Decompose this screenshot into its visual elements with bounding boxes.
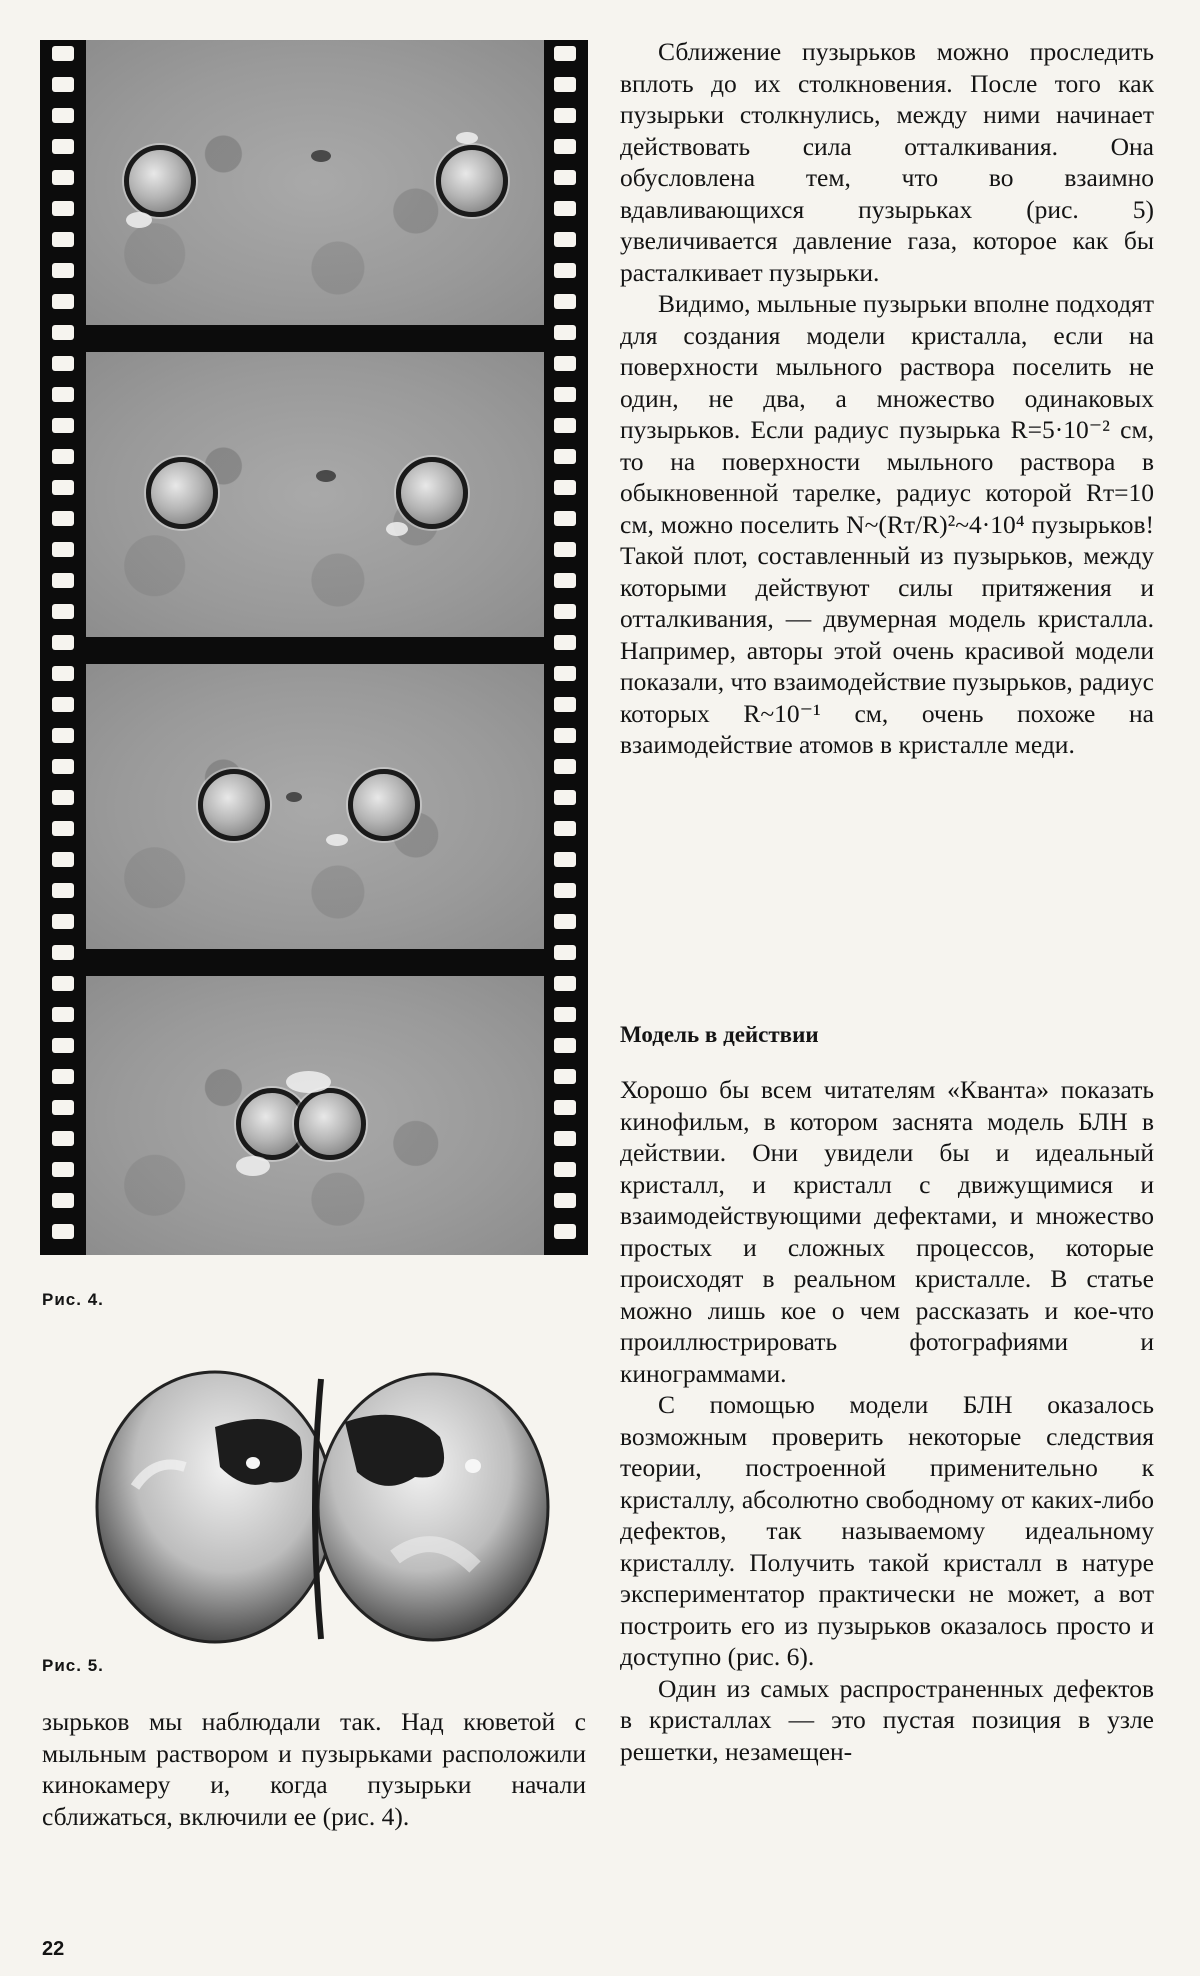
film-perforation (554, 418, 576, 433)
paragraph-2: Видимо, мыльные пузырьки вполне подходят для создания модели кристалла, если на поверхности мыльного раствора поселить не один, не два, а множество одинаковых пузырьков. Если радиус пузырька R=5·10⁻² см, то на поверхности мыльного раствора в обыкновенной тарелке, радиус которой Rт=10 см, можно поселить N~(Rт/R)²~4·10⁴ пузырьков! Такой плот, составленный из пузырьков, между которыми действуют силы притяжения и отталкивания, — двумерная модель кристалла. Например, авторы этой очень красивой модели показали, что взаимодействие пузырьков, радиус которых R~10⁻¹ см, очень похоже на взаимодействие атомов в кристалле меди. (620, 289, 1154, 759)
film-perforation (554, 449, 576, 464)
film-perforation (52, 883, 74, 898)
film-perforation (52, 914, 74, 929)
film-perforation (554, 1100, 576, 1115)
film-perforation (554, 976, 576, 991)
film-perforation (554, 77, 576, 92)
film-perforation (554, 821, 576, 836)
film-perforation (52, 728, 74, 743)
film-perforation (52, 759, 74, 774)
film-perforation (554, 1193, 576, 1208)
film-perforation (554, 945, 576, 960)
bubble-left (146, 457, 218, 529)
figure-5-bubbles (95, 1367, 550, 1647)
film-perforation (554, 697, 576, 712)
bubble-left (198, 769, 270, 841)
film-perforation (52, 1038, 74, 1053)
bubble-left (124, 145, 196, 217)
figure-4-filmstrip (40, 40, 588, 1255)
film-perforation (52, 604, 74, 619)
film-perforation (52, 945, 74, 960)
film-perforation (52, 1162, 74, 1177)
bubble-right (348, 769, 420, 841)
section-heading: Модель в действии (620, 1022, 819, 1047)
bubble-right (396, 457, 468, 529)
left-column-text (42, 1706, 586, 1832)
film-perforation (52, 108, 74, 123)
film-perforation (52, 418, 74, 433)
film-perforation (554, 387, 576, 402)
film-frame-3 (86, 664, 544, 949)
film-frame-1 (86, 40, 544, 325)
film-perforation (554, 542, 576, 557)
film-perforation (554, 914, 576, 929)
paragraph-3: Хорошо бы всем читателям «Кванта» показать кинофильм, в котором заснята модель БЛН в действии. Они увидели бы и идеальный кристалл, и кристалл с движущимися и взаимодействующими дефектами, и множество простых и сложных процессов, которые происходят в реальном кристалле. В статье можно лишь кое о чем рассказать и кое-что проиллюстрировать фотографиями и кинограммами. (620, 1075, 1154, 1388)
bubble-right (294, 1088, 366, 1160)
film-perforation (554, 852, 576, 867)
film-perforation (554, 294, 576, 309)
film-perforation (554, 759, 576, 774)
film-perforation (554, 666, 576, 681)
left-bubble (97, 1372, 333, 1642)
film-perforation (554, 170, 576, 185)
film-perforation (52, 480, 74, 495)
film-perforation (554, 480, 576, 495)
film-perforation (52, 46, 74, 61)
bubble-right (436, 145, 508, 217)
film-perforation (554, 325, 576, 340)
film-perforation (52, 263, 74, 278)
paragraph-5: Один из самых распространенных дефектов в кристаллах — это пустая позиция в узле решетки, незамещен- (620, 1673, 1154, 1766)
film-perforation (554, 263, 576, 278)
film-perforation (52, 635, 74, 650)
film-perforation (52, 325, 74, 340)
film-perforation (52, 77, 74, 92)
film-perforation (554, 356, 576, 371)
left-paragraph: зырьков мы наблюдали так. Над кюветой с мыльным раствором и пузырьками расположили кинокамеру и, когда пузырьки начали сближаться, включили ее (рис. 4). (42, 1707, 586, 1831)
film-perforation (52, 976, 74, 991)
film-frame-2 (86, 352, 544, 637)
film-perforation (554, 201, 576, 216)
film-perforation (52, 232, 74, 247)
right-bubble (318, 1374, 548, 1640)
film-perforation (52, 1007, 74, 1022)
film-perforation (52, 1193, 74, 1208)
film-perforation (554, 46, 576, 61)
paragraph-1: Сближение пузырьков можно проследить вплоть до их столкновения. После того как пузырьки столкнулись, между ними начинает действовать сила отталкивания. Она обусловлена тем, что во взаимно вдавливающихся пузырьках (рис. 5) увеличивается давление газа, которое как бы расталкивает пузырьки. (620, 37, 1154, 287)
right-column-top (620, 36, 1154, 761)
film-perforation (554, 728, 576, 743)
film-perforation (554, 1131, 576, 1146)
film-perforation (52, 1100, 74, 1115)
film-perforation (554, 604, 576, 619)
film-perforation (52, 170, 74, 185)
film-perforation (554, 635, 576, 650)
film-perforation (554, 511, 576, 526)
film-perforation (52, 387, 74, 402)
film-perforation (52, 697, 74, 712)
film-perforation (52, 1131, 74, 1146)
page-number: 22 (42, 1938, 65, 1960)
film-perforation (52, 542, 74, 557)
paragraph-4: С помощью модели БЛН оказалось возможным проверить некоторые следствия теории, построенной применительно к кристаллу, абсолютно свободному от каких-либо дефектов, так называемому идеальному кристаллу. Получить такой кристалл в натуре экспериментатор практически не может, а вот построить его из пузырьков оказалось просто и доступно (рис. 6). (620, 1390, 1154, 1671)
film-perforation (52, 821, 74, 836)
film-frame-4 (86, 976, 544, 1255)
film-perforation (52, 666, 74, 681)
film-perforation (52, 294, 74, 309)
film-perforation (554, 1069, 576, 1084)
film-perforation (52, 1069, 74, 1084)
film-perforation (52, 356, 74, 371)
film-perforation (554, 232, 576, 247)
figure-5-caption: Рис. 5. (42, 1656, 104, 1675)
film-perforation (52, 201, 74, 216)
film-perforation (52, 790, 74, 805)
film-perforation (52, 852, 74, 867)
film-perforation (554, 573, 576, 588)
film-perforation (554, 108, 576, 123)
film-perforation (554, 1162, 576, 1177)
film-perforation (554, 790, 576, 805)
film-perforation (554, 1038, 576, 1053)
film-perforation (52, 139, 74, 154)
film-perforation (554, 883, 576, 898)
film-perforation (554, 1224, 576, 1239)
film-perforation (52, 573, 74, 588)
film-perforation (554, 139, 576, 154)
right-column-bottom (620, 1074, 1154, 1767)
film-perforation (52, 449, 74, 464)
film-perforation (554, 1007, 576, 1022)
figure-4-caption: Рис. 4. (42, 1290, 104, 1309)
film-perforation (52, 511, 74, 526)
film-perforation (52, 1224, 74, 1239)
